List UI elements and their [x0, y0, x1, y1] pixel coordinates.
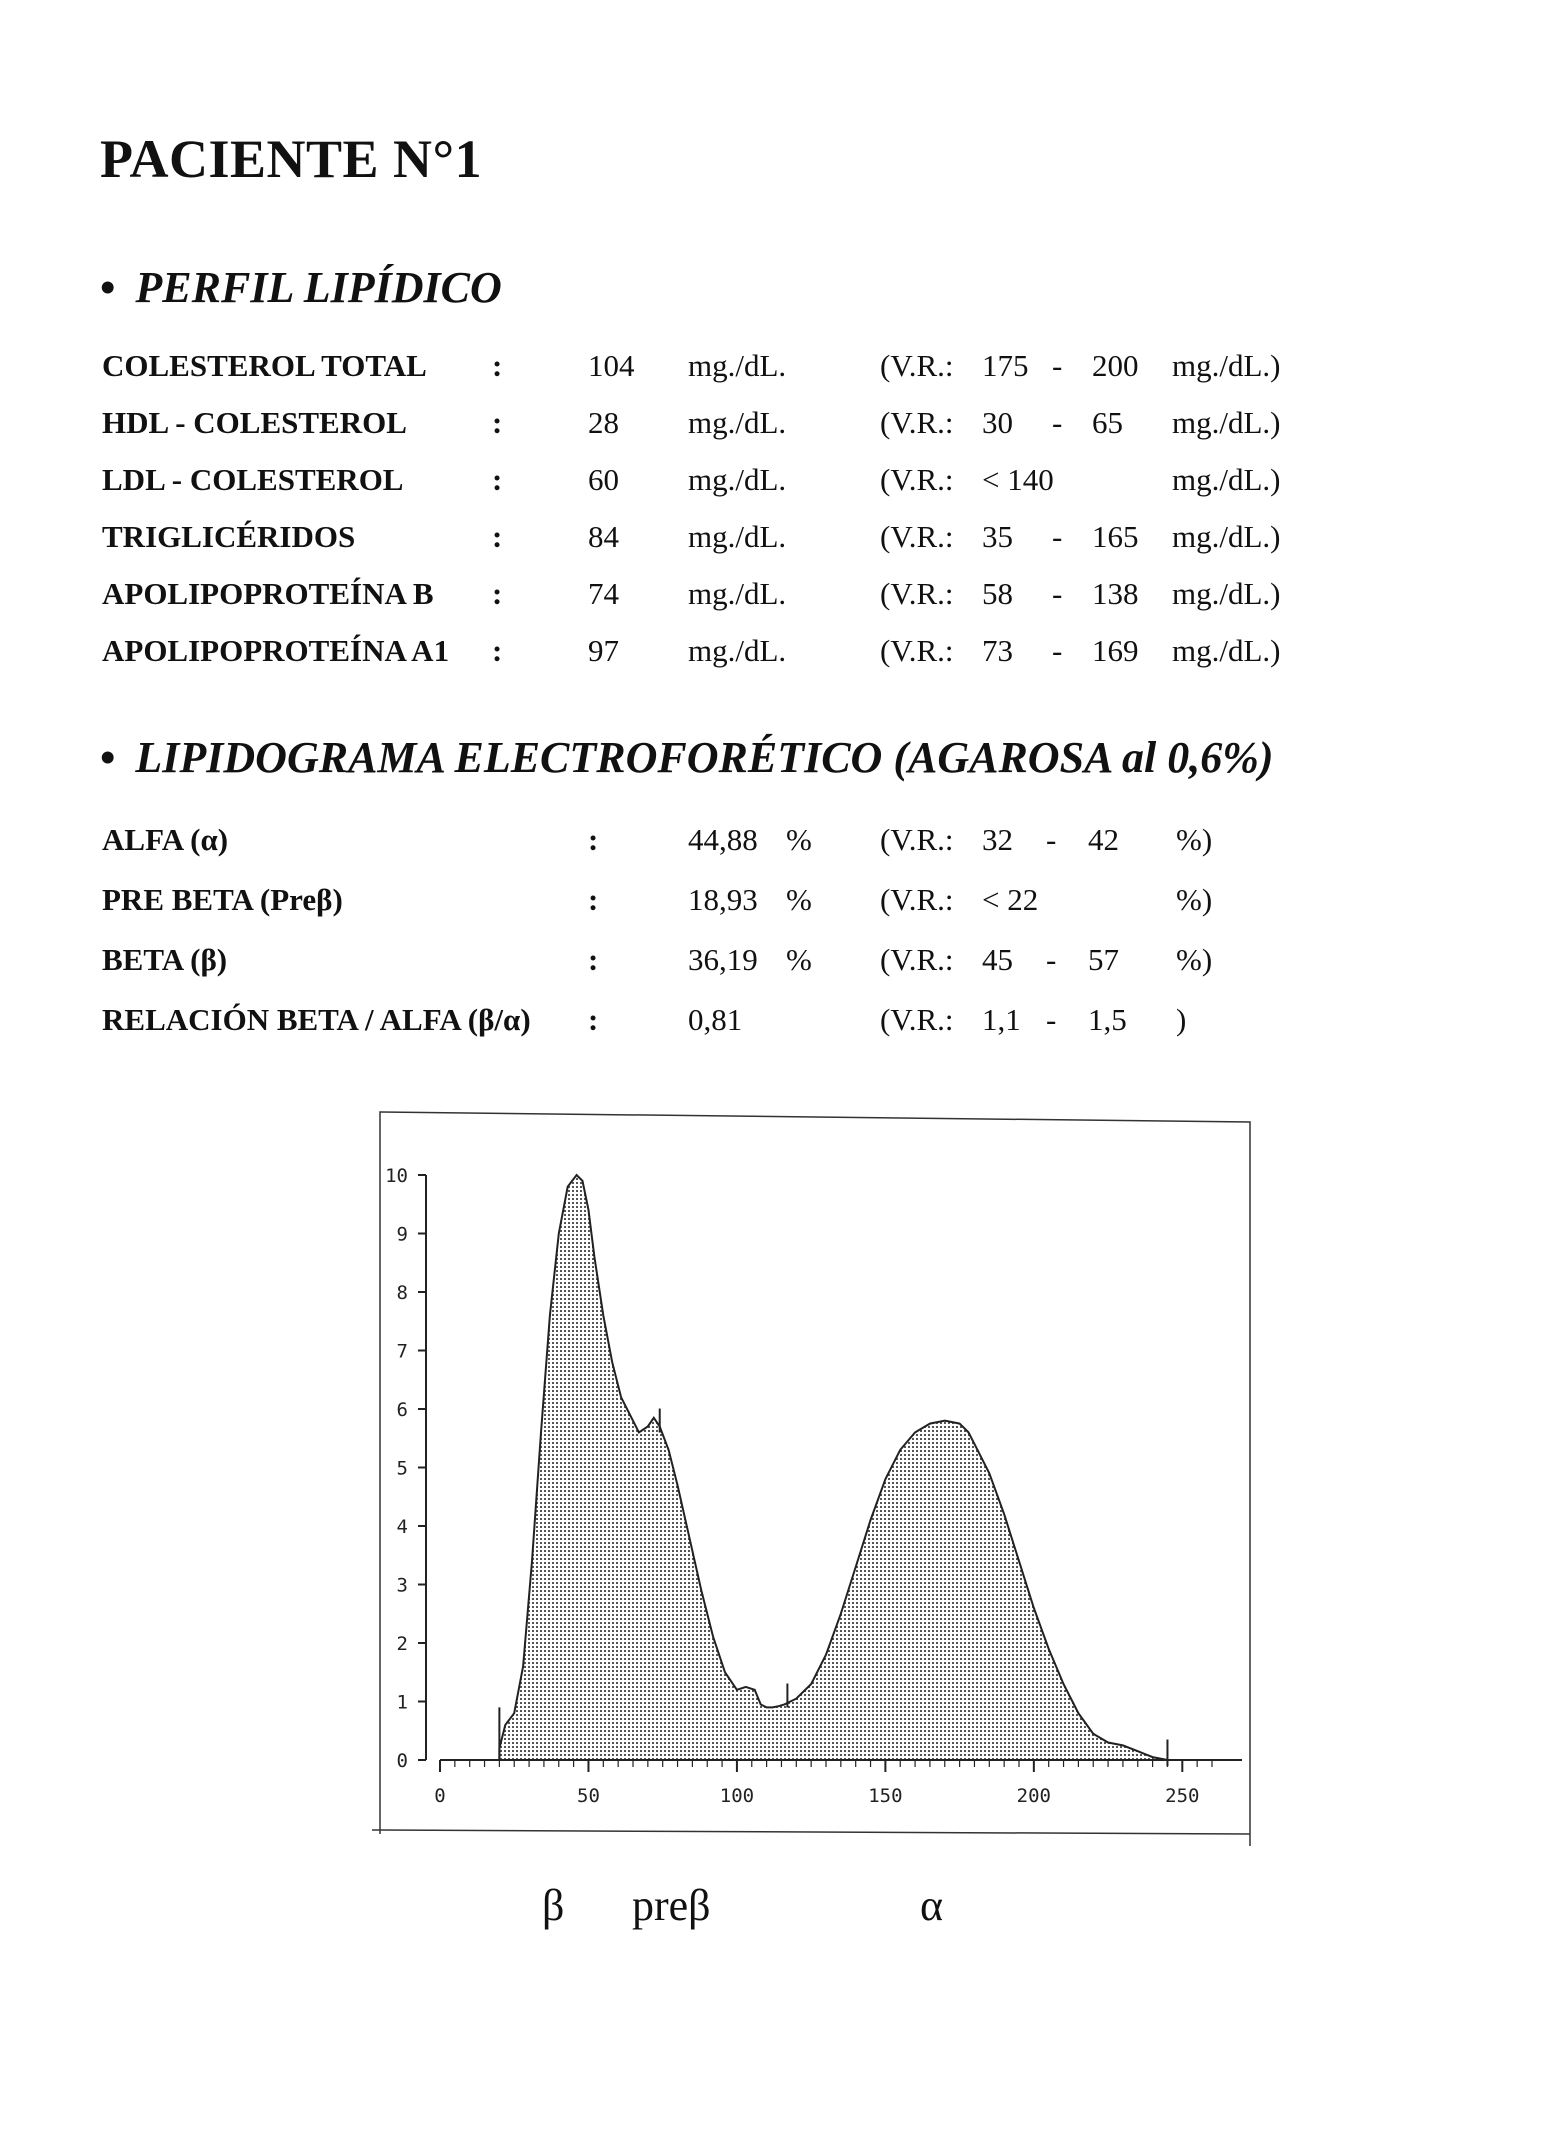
page-title: PACIENTE N°1 [100, 129, 483, 189]
row-vr-unit: mg./dL.) [1172, 405, 1281, 440]
y-tick-label: 9 [396, 1223, 408, 1246]
row-vr-low: < 140 [982, 462, 1054, 497]
section-lipidograma [100, 732, 1274, 783]
y-tick-label: 2 [396, 1633, 408, 1655]
y-tick-label: 7 [396, 1340, 408, 1363]
row-vr-prefix: (V.R.: [880, 348, 954, 383]
row-vr-unit: %) [1176, 942, 1213, 977]
row-vr-unit: mg./dL.) [1172, 519, 1281, 554]
row-vr-prefix: (V.R.: [880, 576, 954, 611]
row-unit: mg./dL. [688, 348, 787, 383]
row-value: 18,93 [688, 882, 758, 917]
row-vr-high: 200 [1092, 348, 1139, 383]
row-value: 0,81 [688, 1002, 743, 1037]
table-row [0, 462, 1553, 502]
row-vr-prefix: (V.R.: [880, 1002, 954, 1037]
row-vr-unit: %) [1176, 882, 1213, 917]
row-vr-unit: mg./dL.) [1172, 462, 1281, 497]
table-row [0, 519, 1553, 559]
row-vr-low: 30 [982, 405, 1013, 440]
row-vr-low: 1,1 [982, 1002, 1021, 1037]
y-tick-label: 5 [396, 1457, 408, 1480]
section-heading: PERFIL LIPÍDICO [135, 263, 502, 312]
row-unit: mg./dL. [688, 462, 787, 497]
row-vr-high: 165 [1092, 519, 1139, 554]
row-colon: : [492, 348, 503, 383]
row-vr-dash: - [1052, 405, 1063, 440]
row-colon: : [588, 942, 599, 977]
row-label: ALFA (α) [102, 822, 229, 857]
y-tick-label: 1 [396, 1691, 408, 1714]
row-colon: : [492, 462, 503, 497]
row-vr-unit: %) [1176, 822, 1213, 857]
row-vr-dash: - [1052, 348, 1063, 383]
row-vr-low: 58 [982, 576, 1013, 611]
table-row [0, 405, 1553, 445]
row-vr-unit: mg./dL.) [1172, 576, 1281, 611]
row-vr-prefix: (V.R.: [880, 942, 954, 977]
row-value: 84 [588, 519, 619, 554]
row-value: 74 [588, 576, 619, 611]
row-vr-dash: - [1052, 633, 1063, 668]
row-colon: : [492, 519, 503, 554]
y-tick-label: 10 [385, 1165, 408, 1187]
row-vr-low: 32 [982, 822, 1013, 857]
band-label-beta: β [542, 1881, 565, 1930]
x-tick-label: 0 [434, 1785, 446, 1807]
table-row [0, 576, 1553, 616]
y-tick-label: 6 [396, 1399, 408, 1421]
band-label-prebeta: preβ [632, 1881, 711, 1930]
table-row [0, 633, 1553, 673]
row-vr-high: 138 [1092, 576, 1139, 611]
row-value: 36,19 [688, 942, 758, 977]
x-tick-label: 150 [868, 1785, 903, 1807]
row-vr-low: 35 [982, 519, 1013, 554]
row-percent: % [786, 882, 812, 917]
row-unit: mg./dL. [688, 405, 787, 440]
table-row [0, 1002, 1553, 1042]
row-vr-prefix: (V.R.: [880, 882, 954, 917]
y-tick-label: 4 [396, 1516, 408, 1538]
row-value: 60 [588, 462, 619, 497]
row-label: LDL - COLESTEROL [102, 462, 404, 497]
row-colon: : [492, 633, 503, 668]
row-vr-low: < 22 [982, 882, 1039, 917]
row-vr-dash: - [1046, 942, 1057, 977]
row-label: RELACIÓN BETA / ALFA (β/α) [102, 1002, 531, 1037]
table-row [0, 822, 1553, 862]
row-vr-prefix: (V.R.: [880, 405, 954, 440]
row-vr-prefix: (V.R.: [880, 462, 954, 497]
row-vr-dash: - [1052, 519, 1063, 554]
row-vr-prefix: (V.R.: [880, 519, 954, 554]
chart-frame-bottom [372, 1830, 1250, 1834]
row-vr-dash: - [1046, 1002, 1057, 1037]
y-tick-label: 8 [396, 1282, 408, 1304]
row-vr-unit: ) [1176, 1002, 1187, 1037]
row-vr-dash: - [1046, 822, 1057, 857]
row-vr-high: 42 [1088, 822, 1119, 857]
y-tick-label: 0 [396, 1750, 408, 1772]
row-vr-unit: mg./dL.) [1172, 633, 1281, 668]
row-colon: : [588, 822, 599, 857]
density-curve-area [499, 1175, 1182, 1760]
row-percent: % [786, 822, 812, 857]
y-tick-label: 3 [396, 1574, 408, 1597]
table-row [0, 942, 1553, 982]
row-vr-low: 175 [982, 348, 1029, 383]
row-colon: : [588, 882, 599, 917]
row-label: TRIGLICÉRIDOS [102, 519, 356, 554]
x-tick-label: 200 [1016, 1785, 1052, 1807]
x-tick-label: 50 [577, 1785, 600, 1807]
table-row [0, 882, 1553, 922]
row-unit: mg./dL. [688, 633, 787, 668]
row-value: 97 [588, 633, 619, 668]
row-value: 104 [588, 348, 635, 383]
row-vr-unit: mg./dL.) [1172, 348, 1281, 383]
bullet-icon: • [100, 263, 116, 312]
row-unit: mg./dL. [688, 576, 787, 611]
row-colon: : [588, 1002, 599, 1037]
row-vr-low: 73 [982, 633, 1013, 668]
row-vr-dash: - [1052, 576, 1063, 611]
row-vr-high: 1,5 [1088, 1002, 1127, 1037]
row-label: APOLIPOPROTEÍNA A1 [102, 633, 450, 668]
row-vr-high: 57 [1088, 942, 1119, 977]
row-label: PRE BETA (Preβ) [102, 882, 343, 917]
row-label: BETA (β) [102, 942, 228, 977]
chart-svg [372, 1110, 1262, 1860]
row-label: HDL - COLESTEROL [102, 405, 407, 440]
electrophoresis-chart [372, 1110, 1262, 1860]
row-label: APOLIPOPROTEÍNA B [102, 576, 434, 611]
row-vr-low: 45 [982, 942, 1013, 977]
row-colon: : [492, 576, 503, 611]
row-label: COLESTEROL TOTAL [102, 348, 427, 383]
table-row [0, 348, 1553, 388]
row-percent: % [786, 942, 812, 977]
section-perfil-lipidico [100, 262, 502, 313]
section-heading: LIPIDOGRAMA ELECTROFORÉTICO (AGAROSA al 0,6%) [135, 733, 1274, 782]
row-vr-high: 169 [1092, 633, 1139, 668]
row-vr-prefix: (V.R.: [880, 633, 954, 668]
row-vr-prefix: (V.R.: [880, 822, 954, 857]
row-colon: : [492, 405, 503, 440]
x-tick-label: 250 [1165, 1785, 1200, 1807]
row-vr-high: 65 [1092, 405, 1123, 440]
band-label-alfa: α [920, 1881, 944, 1930]
bullet-icon: • [100, 733, 116, 782]
row-value: 44,88 [688, 822, 758, 857]
row-value: 28 [588, 405, 619, 440]
row-unit: mg./dL. [688, 519, 787, 554]
x-tick-label: 100 [719, 1785, 755, 1807]
